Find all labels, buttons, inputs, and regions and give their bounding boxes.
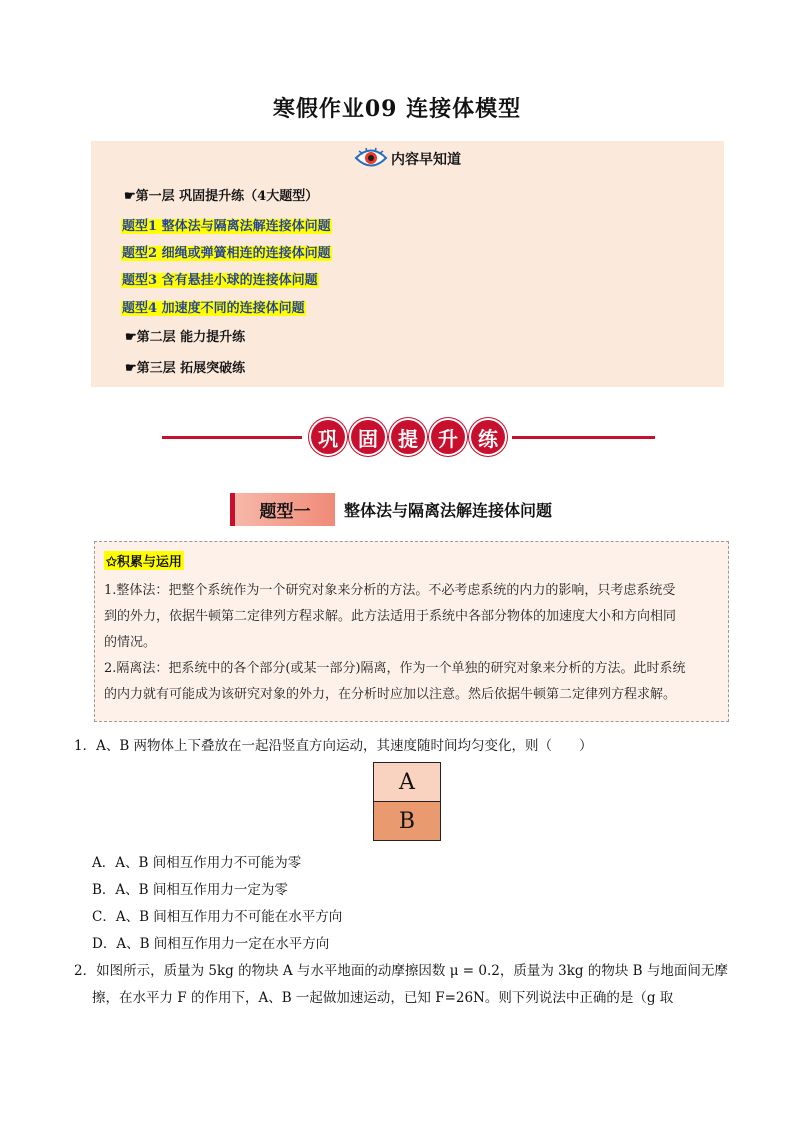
toc-type-3[interactable]: 题型3 含有悬挂小球的连接体问题 bbox=[122, 273, 318, 288]
toc-layer-3[interactable]: ☛第三层 拓展突破练 bbox=[125, 361, 246, 376]
toc-panel bbox=[91, 141, 724, 387]
divider-char: 练 bbox=[471, 420, 505, 454]
q1-option-b[interactable]: B．A、B 间相互作用力一定为零 bbox=[92, 882, 288, 898]
toc-layer-1[interactable]: ☛第一层 巩固提升练（4大题型） bbox=[124, 189, 319, 204]
toc-type-4[interactable]: 题型4 加速度不同的连接体问题 bbox=[122, 301, 305, 316]
knowledge-header: ✩积累与运用 bbox=[104, 551, 184, 570]
toc-type-1[interactable]: 题型1 整体法与隔离法解连接体问题 bbox=[122, 219, 331, 234]
toc-header-text: 内容早知道 bbox=[391, 152, 461, 168]
section-divider-banner bbox=[298, 420, 518, 456]
divider-char: 提 bbox=[391, 420, 425, 454]
knowledge-p1-line2: 到的外力，依据牛顿第二定律列方程求解。此方法适用于系统中各部分物体的加速度大小和方向相同 bbox=[104, 609, 677, 624]
divider-line-left bbox=[162, 436, 302, 439]
toc-header bbox=[91, 147, 724, 173]
q1-option-a[interactable]: A．A、B 间相互作用力不可能为零 bbox=[92, 855, 302, 871]
knowledge-box bbox=[94, 541, 729, 722]
question-1-text: 1．A、B 两物体上下叠放在一起沿竖直方向运动，其速度随时间均匀变化，则（ ） bbox=[74, 738, 593, 754]
divider-char: 巩 bbox=[311, 420, 345, 454]
divider-char: 固 bbox=[351, 420, 385, 454]
page-title: 寒假作业09 连接体模型 bbox=[272, 96, 522, 122]
question-2-line2: 擦，在水平力 F 的作用下，A、B 一起做加速运动，已知 F=26N。则下列说法中正确的是（g 取 bbox=[92, 990, 674, 1006]
divider-line-right bbox=[512, 436, 655, 439]
section-title: 整体法与隔离法解连接体问题 bbox=[344, 501, 553, 520]
eye-icon bbox=[354, 147, 388, 173]
q1-option-c[interactable]: C．A、B 间相互作用力不可能在水平方向 bbox=[92, 909, 343, 925]
section-tag: 题型一 bbox=[230, 493, 335, 526]
knowledge-p2-line2: 的内力就有可能成为该研究对象的外力，在分析时应加以注意。然后依据牛顿第二定律列方程求解。 bbox=[104, 687, 677, 702]
divider-char: 升 bbox=[431, 420, 465, 454]
knowledge-p2-line1: 2.隔离法：把系统中的各个部分(或某一部分)隔离，作为一个单独的研究对象来分析的方法。此时系统 bbox=[104, 661, 686, 676]
toc-type-2[interactable]: 题型2 细绳或弹簧相连的连接体问题 bbox=[122, 246, 331, 261]
q1-option-d[interactable]: D．A、B 间相互作用力一定在水平方向 bbox=[92, 936, 330, 952]
knowledge-p1-line3: 的情况。 bbox=[104, 635, 157, 650]
knowledge-p1-line1: 1.整体法：把整个系统作为一个研究对象来分析的方法。不必考虑系统的内力的影响，只考虑系统受 bbox=[104, 583, 676, 598]
toc-layer-2[interactable]: ☛第二层 能力提升练 bbox=[125, 330, 246, 345]
block-b-figure: B bbox=[373, 801, 441, 841]
question-2-line1: 2．如图所示，质量为 5kg 的物块 A 与水平地面的动摩擦因数 μ = 0.2，质量为 3kg 的物块 B 与地面间无摩 bbox=[74, 963, 728, 979]
block-a-figure: A bbox=[373, 762, 441, 802]
